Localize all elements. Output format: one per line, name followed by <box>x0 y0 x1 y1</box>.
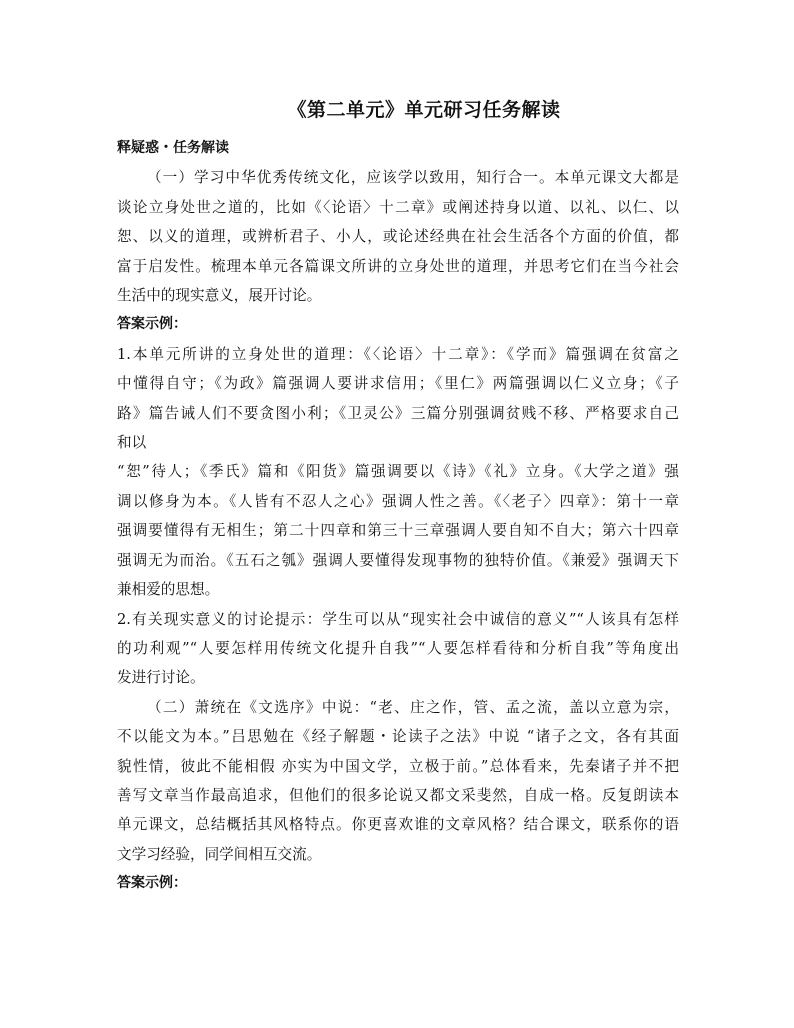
paragraph-line: 不以能文为本。”吕思勉在《经子解题・论读子之法》中说 “诸子之文，各有其面 <box>117 728 679 746</box>
paragraph-line: 富于启发性。梳理本单元各篇课文所讲的立身处世的道理，并思考它们在当今社会 <box>117 257 679 275</box>
paragraph-line: 生活中的现实意义，展开讨论。 <box>117 287 322 305</box>
paragraph-line: 文学习经验，同学间相互交流。 <box>117 845 322 863</box>
answer-heading: 答案示例： <box>117 875 187 892</box>
paragraph-line: “恕”待人；《季氏》篇和《阳货》篇强调要以《诗》《礼》立身。《大学之道》强 <box>117 463 679 481</box>
paragraph-line: 兼相爱的思想。 <box>117 581 220 599</box>
paragraph-line: （二）萧统在《文选序》中说：“老、庄之作，管、孟之流，盖以立意为宗， <box>147 698 679 716</box>
paragraph-line: 路》篇告诫人们不要贪图小利；《卫灵公》三篇分别强调贫贱不移、严格要求自己 <box>117 404 679 422</box>
paragraph-line: 善写文章当作最高追求，但他们的很多论说又都文采斐然，自成一格。反复朗读本 <box>117 786 679 804</box>
paragraph-line: 单元课文，总结概括其风格特点。你更喜欢谁的文章风格？结合课文，联系你的语 <box>117 816 679 834</box>
paragraph-line: 发进行讨论。 <box>117 669 205 687</box>
paragraph-line: 2.有关现实意义的讨论提示：学生可以从“现实社会中诚信的意义”“人该具有怎样 <box>117 610 679 628</box>
paragraph-line: 中懂得自守；《为政》篇强调人要讲求信用；《里仁》两篇强调以仁义立身；《子 <box>117 375 679 393</box>
paragraph-line: 强调要懂得有无相生；第二十四章和第三十三章强调人要自知不自大；第六十四章 <box>117 522 679 540</box>
paragraph-line: 恕、以义的道理，或辨析君子、小人，或论述经典在社会生活各个方面的价值，都 <box>117 228 679 246</box>
document-title: 《第二单元》单元研习任务解读 <box>287 99 561 121</box>
paragraph-line: 1.本单元所讲的立身处世的道理：《〈论语〉十二章》：《学而》篇强调在贫富之 <box>117 345 679 363</box>
paragraph-line: 貌性情，彼此不能相假 亦实为中国文学，立极于前。”总体看来，先秦诸子并不把 <box>117 757 679 775</box>
paragraph-line: 的功利观”“人要怎样用传统文化提升自我”“人要怎样看待和分析自我”等角度出 <box>117 639 679 657</box>
paragraph-line: （一）学习中华优秀传统文化，应该学以致用，知行合一。本单元课文大都是 <box>147 169 679 187</box>
paragraph-line: 强调无为而治。《五石之瓠》强调人要懂得发现事物的独特价值。《兼爱》强调天下 <box>117 551 679 569</box>
paragraph-line: 调以修身为本。《人皆有不忍人之心》强调人性之善。《〈老子〉四章》：第十一章 <box>117 492 679 510</box>
section-heading: 释疑惑・任务解读 <box>117 140 229 156</box>
answer-heading: 答案示例： <box>117 316 187 333</box>
paragraph-line: 谈论立身处世之道的，比如《〈论语〉十二章》或阐述持身以道、以礼、以仁、以 <box>117 198 679 216</box>
document-page <box>117 96 679 899</box>
paragraph-line: 和以 <box>117 434 147 452</box>
